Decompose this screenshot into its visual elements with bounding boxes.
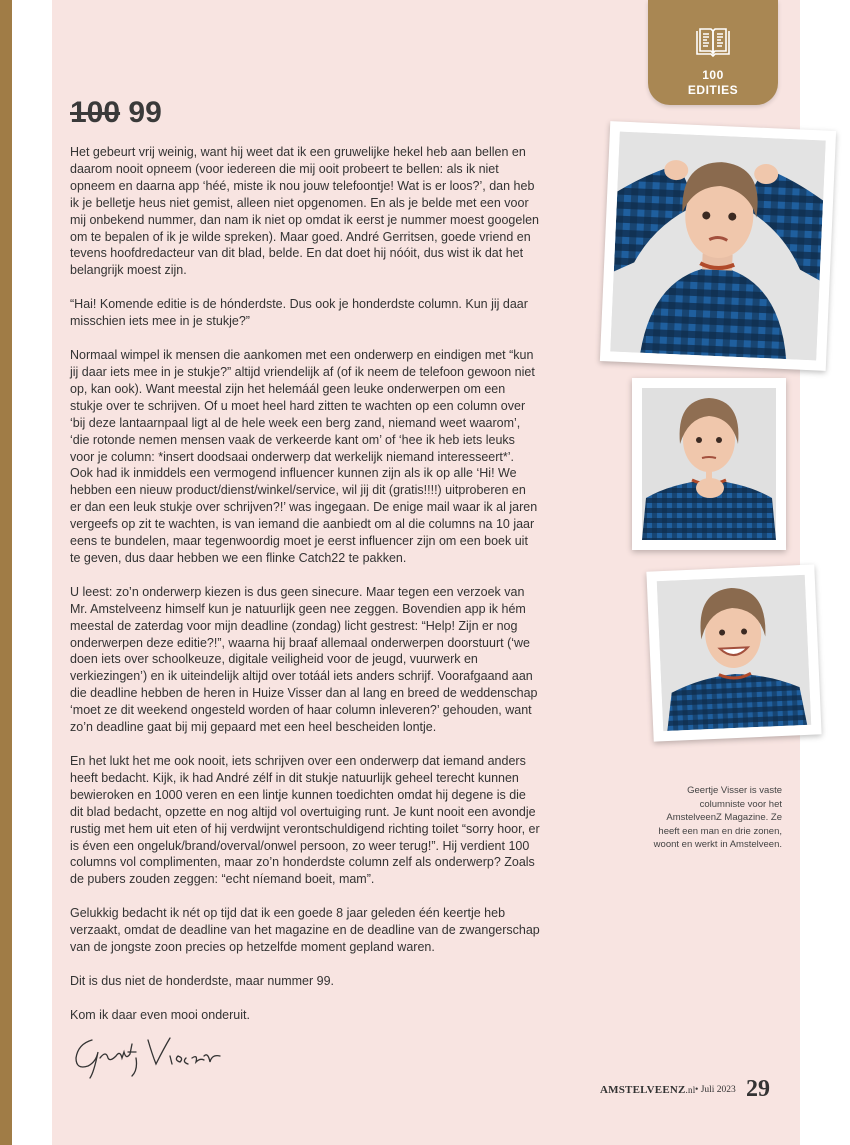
badge-number: 100 [702,68,724,82]
left-gold-stripe [0,0,12,1145]
footer-date: • Juli 2023 [695,1085,736,1095]
footer-brand: AMSTELVEENZ.nl [600,1084,696,1096]
author-photo-2 [632,378,786,550]
editions-badge [648,0,778,105]
paragraph: Gelukkig bedacht ik nét op tijd dat ik een goede 8 jaar geleden één keertje heb verzaakt, omdat de deadline van het magazine en de deadline van de zwangerschap van de jongste zoon precies op hetzelfde moment gepland waren. [70,906,540,955]
author-portrait-smiling [657,575,811,731]
page-gutter [12,0,52,1145]
author-signature [70,1030,230,1085]
author-photo-3 [646,564,821,741]
paragraph: U leest: zo’n onderwerp kiezen is dus geen sinecure. Maar tegen een verzoek van Mr. Amstelveenz himself kun je natuurlijk geen nee zeggen. Bovendien app ik hém meestal de zaterdag voor mijn deadline (zondag) licht gestrest: “Help! Zijn er nog onderwerpen deze editie?!”, waarna hij braaf allemaal onderwerpen doorstuurt (‘we doen iets over schoolkeuze, digitale veiligheid voor de jeugd, vuurwerk en verkiezingen’) en ik uiteindelijk altijd over totáál iets anders schrijf. Voorafgaand aan die deadline hebben de heren in Huize Visser dan al lang en breed de weddenschap ‘moet ze dit weekend ongesteld worden of haar column inleveren?’ gehouden, want zo’n deadline gaat bij mij gepaard met een heel bescheiden lontje. [70,584,538,735]
author-bio: Geertje Visser is vaste columniste voor het AmstelveenZ Magazine. Ze heeft een man en drie zonen, woont en werkt in Amstelveen. [653,785,782,850]
author-portrait-hands-on-head [610,132,825,361]
column-headline [70,96,162,130]
column-body [70,144,540,1041]
paragraph: En het lukt het me ook nooit, iets schrijven over een onderwerp dat iemand anders heeft bedacht. Kijk, ik had André zélf in dit stukje natuurlijk geheel terecht kunnen bewieroken en 1000 veren en een lintje kunnen toedichten omdat hij degene is die dit blad bedacht, opzette en nog altijd vol overtuiging runt. Je kunt nooit een avondje rustig met hem uit eten of hij verdwijnt verontschuldigend richting toilet “sorry hoor, er is éven een ongeluk/brand/overval/onwel persoon, zo weer terug!”. Hij verdient 100 columns vol complimenten, maar zo’n honderdste column zelf als onderwerp? Zoals de pubers zouden zeggen: “echt níemand boeit, mam”. [70,754,540,887]
open-book-icon [695,26,731,58]
signature-scribble [70,1030,230,1080]
paragraph: Normaal wimpel ik mensen die aankomen met een onderwerp en eindigen met “kun jij daar iets mee in je stukje?” altijd vriendelijk af (of ik neem de telefoon gewoon niet op, kan ook). Want meestal zijn het helemáál geen leuke onderwerpen om een stukje over te schrijven. Of u moet heel hard zitten te wachten op een column over ‘bij deze lantaarnpaal ligt al de hele week een berg zand, niemand weet waarom’, ‘die rotonde nemen mensen vaak de verkeerde kant om’ of ‘hee ik heb iets leuks voor je column: *insert doodsaai onderwerp dat werkelijk niemand interesseert*’. Ook had ik inmiddels een vermogend influencer kunnen zijn als ik op alle ‘Hi! We hebben een nieuw product/dienst/winkel/service, wil jij dit (gratis!!!!) uitproberen en er dan een leuk stukje over schrijven?!’ was ingegaan. De enige mail waar ik al jaren vergeefs op zit te wachten, is van iemand die aanbiedt om al die columns na 10 jaar eens te bundelen, maar tegenwoordig moet je eerst influencer zijn om een boek uit te geven, dus daar hebben we een flinke Catch22 te pakken. [70,348,538,565]
paragraph: Het gebeurt vrij weinig, want hij weet dat ik een gruwelijke hekel heb aan bellen en daarom nooit opneem (voor iedereen die mij ooit probeert te bellen: als ik niet opneem en daarna app ‘héé, miste ik nou jouw telefoontje! Wat is er loos?’, dan heb ik je belletje heus niet gemist, alleen niet opgenomen. En als je belde met een voor mij onbekend nummer, dan nam ik niet op omdat ik eerst je nummer moest googelen om te bepalen of ik je wilde spreken). Maar goed. André Gerritsen, goede vriend en tevens hoofdredacteur van dit blad, belde. En dat doet hij nóóit, dus wist ik dat het belangrijk moest zijn. [70,145,539,278]
headline-number: 99 [128,96,162,129]
author-photo-1 [600,121,836,371]
paragraph: Dit is dus niet de honderdste, maar nummer 99. [70,973,335,988]
paragraph: “Hai! Komende editie is de hónderdste. Dus ook je honderdste column. Kun jij daar misschien iets mee in je stukje?” [70,297,528,329]
badge-label: EDITIES [687,83,739,97]
page-number: 29 [746,1076,770,1102]
author-portrait-thinking [642,388,776,540]
paragraph: Kom ik daar even mooi onderuit. [70,1007,250,1022]
headline-struck-number: 100 [70,96,121,129]
page-footer [600,1078,790,1102]
